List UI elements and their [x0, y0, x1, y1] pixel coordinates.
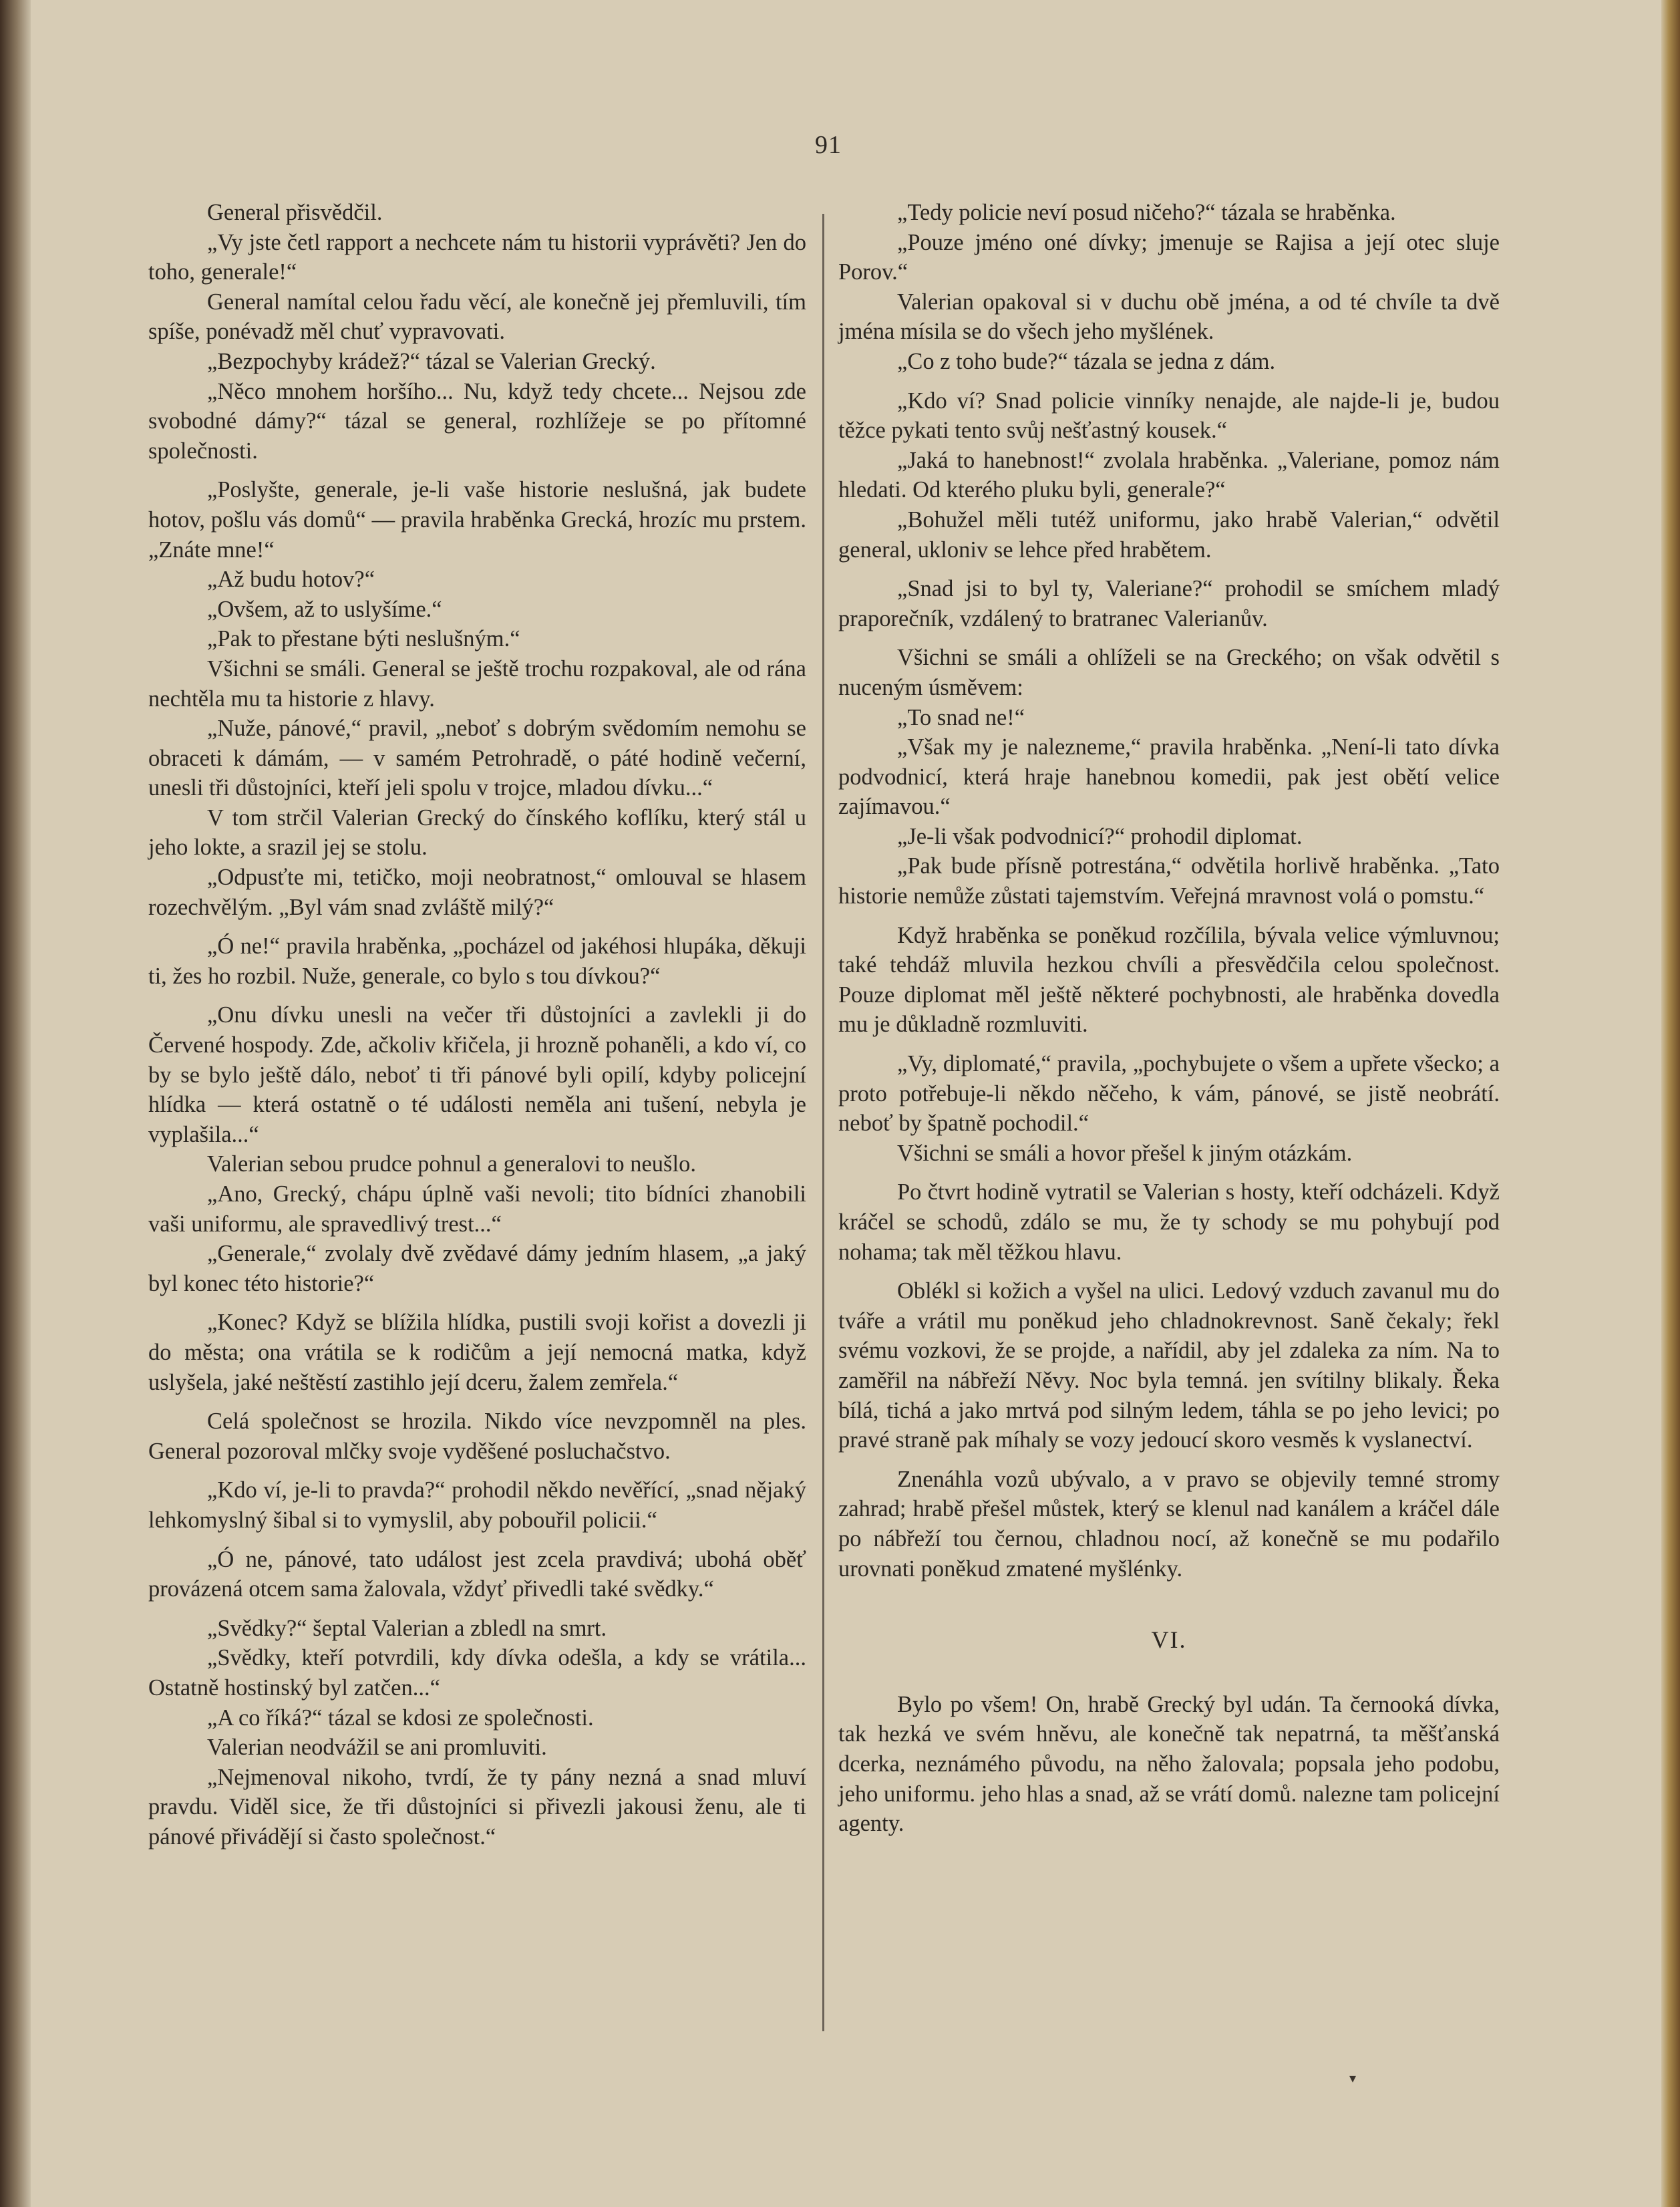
paragraph: Znenáhla vozů ubývalo, a v pravo se objevily temné stromy zahrad; hrabě přešel můstek, který se klenul nad kanálem a kráčel dále po nábřeží tou černou, chladnou nocí, až konečně se mu podařilo urovnati poněkud zmatené myšlénky. — [838, 1466, 1500, 1582]
paragraph: „Pouze jméno oné dívky; jmenuje se Rajisa a její otec sluje Porov.“ — [838, 229, 1500, 285]
paragraph: Bylo po všem! On, hrabě Grecký byl udán. Ta černooká dívka, tak hezká ve svém hněvu, ale konečně tak nepatrná, ta měšťanská dcerka, neznámého původu, na něho žalovala; popsala jeho podobu, jeho uniformu. jeho hlas a snad, až se vrátí domů. nalezne tam policejní agenty. — [838, 1691, 1500, 1837]
binding-gutter — [0, 0, 31, 2207]
paragraph: „Je-li však podvodnicí?“ prohodil diplomat. — [897, 823, 1303, 849]
section-heading: VI. — [1151, 1626, 1187, 1654]
paragraph: General namítal celou řadu věcí, ale konečně jej přemluvili, tím spíše, ponévadž měl chuť vypravovati. — [148, 289, 806, 345]
paragraph: „Ó ne!“ pravila hraběnka, „pocházel od jakéhosi hlupáka, děkuji ti, žes ho rozbil. Nuže, generale, co bylo s tou dívkou?“ — [148, 933, 806, 989]
paragraph: Všichni se smáli. General se ještě trochu rozpakoval, ale od rána nechtěla mu ta historie z hlavy. — [148, 655, 806, 712]
paragraph: „Odpusťte mi, tetičko, moji neobratnost,“ omlouval se hlasem rozechvělým. „Byl vám snad zvláště milý?“ — [148, 865, 806, 920]
page-number: 91 — [815, 131, 842, 159]
paragraph: „Až budu hotov?“ — [207, 567, 375, 593]
paragraph: Valerian opakoval si v duchu obě jména, a od té chvíle ta dvě jména mísila se do všech jeho myšlének. — [838, 289, 1500, 345]
paragraph: „A co říká?“ tázal se kdosi ze společnosti. — [207, 1705, 594, 1731]
paragraph: „Ovšem, až to uslyšíme.“ — [207, 596, 442, 622]
paragraph: „Co z toho bude?“ tázala se jedna z dám. — [897, 348, 1276, 374]
paragraph: Celá společnost se hrozila. Nikdo více nevzpomněl na ples. General pozoroval mlčky svoje vyděšené posluchačstvo. — [148, 1409, 806, 1464]
paragraph: „Poslyšte, generale, je-li vaše historie neslušná, jak budete hotov, pošlu vás domů“ — pravila hraběnka Grecká, hrozíc mu prstem. „Znáte mne!“ — [148, 477, 806, 563]
paragraph: Všichni se smáli a hovor přešel k jiným otázkám. — [897, 1140, 1353, 1166]
paragraph: Po čtvrt hodině vytratil se Valerian s hosty, kteří odcházeli. Když kráčel se schodů, zdálo se mu, že ty schody se mu pohybují pod nohama; tak měl těžkou hlavu. — [838, 1179, 1500, 1265]
left-column — [148, 198, 806, 1852]
paragraph: „Nuže, pánové,“ pravil, „neboť s dobrým svědomím nemohu se obraceti k dámám, — v samém Petrohradě, o páté hodině večerní, unesli tři důstojníci, kteří jeli spolu v trojce, mladou dívku...“ — [148, 716, 806, 801]
paragraph: „Něco mnohem horšího... Nu, když tedy chcete... Nejsou zde svobodné dámy?“ tázal se general, rozhlížeje se po přítomné společnosti. — [148, 378, 806, 464]
paragraph: „Ó ne, pánové, tato událost jest zcela pravdivá; ubohá oběť provázená otcem sama žalovala, vždyť přivedli také svědky.“ — [148, 1546, 806, 1602]
paragraph: „Pak bude přísně potrestána,“ odvětila horlivě hraběnka. „Tato historie nemůže zůstati tajemstvím. Veřejná mravnost volá o pomstu.“ — [838, 853, 1500, 909]
paragraph: Když hraběnka se poněkud rozčílila, bývala velice výmluvnou; také tehdáž mluvila hezkou chvíli a přesvědčila celou společnost. Pouze diplomat měl ještě některé pochybnosti, ale hraběnka dovedla mu je důkladně rozmluviti. — [838, 922, 1500, 1038]
paragraph: „Snad jsi to byl ty, Valeriane?“ prohodil se smíchem mladý praporečník, vzdálený to bratranec Valerianův. — [838, 576, 1500, 631]
paragraph: Valerian neodvážil se ani promluviti. — [207, 1735, 547, 1761]
paragraph: „Pak to přestane býti neslušným.“ — [207, 626, 520, 652]
paragraph: „Konec? Když se blížila hlídka, pustili svoji kořist a dovezli ji do města; ona vrátila se k rodičům a její nemocná matka, když uslyšela, jaké neštěstí zastihlo její dceru, žalem zemřela.“ — [148, 1310, 806, 1395]
paragraph: „Svědky?“ šeptal Valerian a zbledl na smrt. — [207, 1615, 607, 1641]
paragraph: „Generale,“ zvolaly dvě zvědavé dámy jedním hlasem, „a jaký byl konec této historie?“ — [148, 1241, 806, 1296]
page-edge — [1661, 0, 1680, 2207]
paragraph: „Jaká to hanebnost!“ zvolala hraběnka. „Valeriane, pomoz nám hledati. Od kterého pluku byli, generale?“ — [838, 447, 1500, 503]
paragraph: V tom strčil Valerian Grecký do čínského koflíku, který stál u jeho lokte, a srazil jej se stolu. — [148, 804, 806, 861]
paragraph: „Však my je nalezneme,“ pravila hraběnka. „Není-li tato dívka podvodnicí, která hraje hanebnou komedii, pak jest obětí velice zajímavou.“ — [838, 734, 1500, 820]
paragraph: General přisvědčil. — [207, 200, 383, 225]
paragraph: „Svědky, kteří potvrdili, kdy dívka odešla, a kdy se vrátila... Ostatně hostinský byl zatčen...“ — [148, 1645, 806, 1701]
paragraph: „Ano, Grecký, chápu úplně vaši nevoli; tito bídníci zhanobili vaši uniformu, ale spravedlivý trest...“ — [148, 1181, 806, 1237]
paragraph: „Onu dívku unesli na večer tři důstojníci a zavlekli ji do Červené hospody. Zde, ačkoliv křičela, ji hrozně pohaněli, a kdo ví, co by se bylo ještě dálo, neboť ti tři pánové byli opilí, kdyby policejní hlídka — která ostatně o té události neměla ani tušení, nebyla je vyplašila...“ — [148, 1002, 806, 1147]
paragraph: „Kdo ví, je-li to pravda?“ prohodil někdo nevěřící, „snad nějaký lehkomyslný šibal si to vymyslil, aby pobouřil policii.“ — [148, 1477, 806, 1533]
paragraph: Všichni se smáli a ohlíželi se na Greckého; on však odvětil s nuceným úsměvem: — [838, 645, 1500, 700]
paragraph: „To snad ne!“ — [897, 704, 1025, 730]
footer-mark: ▾ — [1349, 2071, 1357, 2086]
paragraph: Valerian sebou prudce pohnul a generalovi to neušlo. — [207, 1151, 696, 1177]
column-divider — [822, 214, 824, 2031]
paragraph: „Vy jste četl rapport a nechcete nám tu historii vyprávěti? Jen do toho, generale!“ — [148, 229, 806, 285]
paragraph: „Tedy policie neví posud ničeho?“ tázala se hraběnka. — [897, 200, 1396, 225]
paragraph: Oblékl si kožich a vyšel na ulici. Ledový vzduch zavanul mu do tváře a vrátil mu poněkud jeho chladnokrevnost. Saně čekaly; řekl svému vozkovi, že se projde, a nařídil, aby jel zdaleka za ním. Na to zaměřil na nábřeží Něvy. Noc byla temná. jen svítilny blikaly. Řeka bílá, tichá a jako mrtvá pod silným ledem, táhla se po jeho levici; po pravé straně pak míhaly se vozy jedoucí skoro vesměs k vyslanectví. — [838, 1278, 1500, 1453]
paragraph: „Kdo ví? Snad policie vinníky nenajde, ale najde-li je, budou těžce pykati tento svůj nešťastný kousek.“ — [838, 388, 1500, 444]
paragraph: „Bohužel měli tutéž uniformu, jako hrabě Valerian,“ odvětil general, ukloniv se lehce před hrabětem. — [838, 506, 1500, 563]
right-column — [838, 198, 1500, 1839]
paragraph: „Bezpochyby krádež?“ tázal se Valerian Grecký. — [207, 348, 656, 374]
paragraph: „Nejmenoval nikoho, tvrdí, že ty pány nezná a snad mluví pravdu. Viděl sice, že tři důstojníci si přivezli jakousi ženu, ale ti pánové přivádějí si často společnost.“ — [148, 1764, 806, 1850]
paragraph: „Vy, diplomaté,“ pravila, „pochybujete o všem a upřete všecko; a proto potřebuje-li někdo něčeho, k vám, pánové, se jistě neobrátí. neboť by špatně pochodil.“ — [838, 1051, 1500, 1137]
